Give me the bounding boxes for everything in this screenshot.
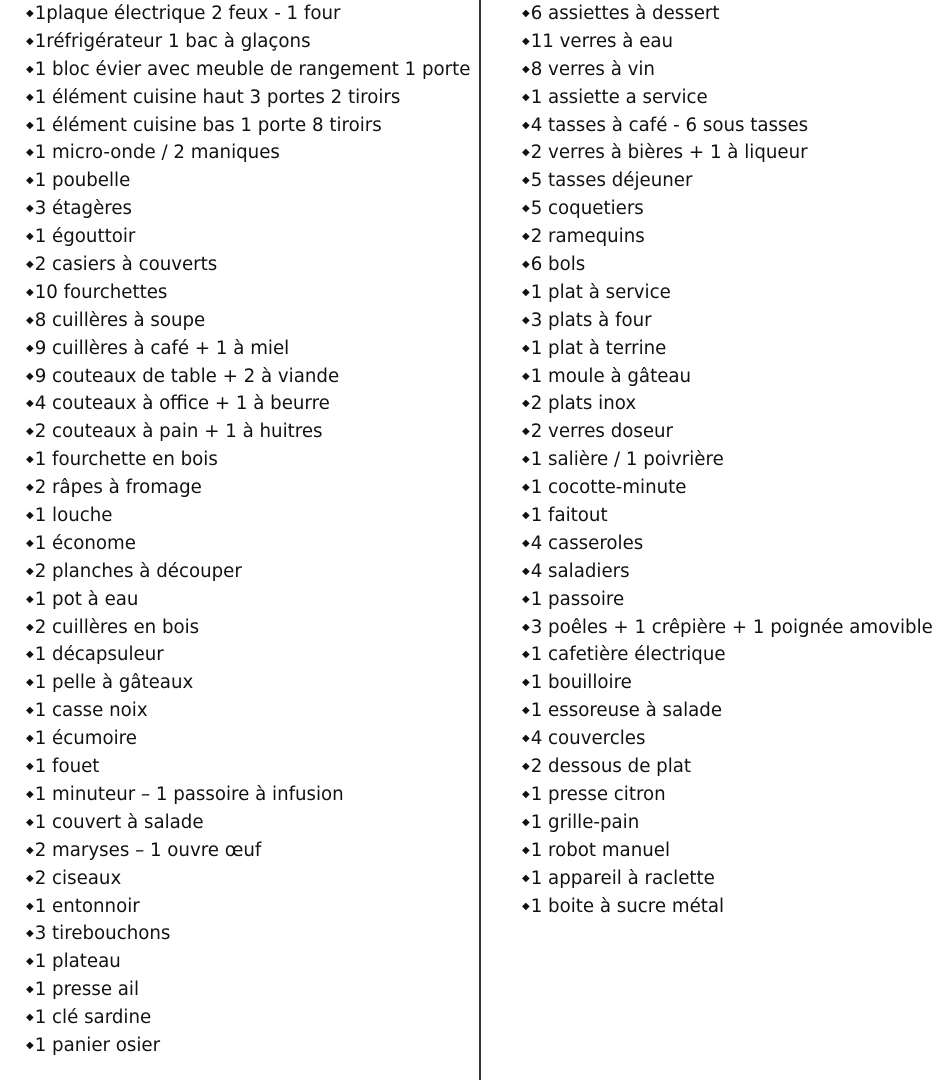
list-item: [26, 530, 478, 558]
list-item: [522, 586, 938, 614]
item-text: 4 saladiers: [530, 560, 630, 582]
item-text: 1 élément cuisine haut 3 portes 2 tiroirs: [34, 86, 401, 108]
bullet-diamond-icon: ◆: [26, 956, 34, 968]
item-text: 3 plats à four: [530, 309, 652, 331]
list-item: [26, 614, 478, 642]
bullet-diamond-icon: ◆: [522, 510, 530, 522]
bullet-diamond-icon: ◆: [26, 119, 34, 131]
bullet-diamond-icon: ◆: [522, 705, 530, 717]
bullet-diamond-icon: ◆: [522, 454, 530, 466]
bullet-diamond-icon: ◆: [522, 426, 530, 438]
item-text: 6 assiettes à dessert: [530, 3, 720, 24]
list-item: [26, 865, 478, 893]
list-item: [26, 363, 478, 391]
bullet-diamond-icon: ◆: [26, 1012, 34, 1024]
item-text: 8 verres à vin: [530, 58, 655, 80]
bullet-diamond-icon: ◆: [522, 286, 530, 298]
bullet-diamond-icon: ◆: [522, 175, 530, 187]
list-item: [522, 697, 938, 725]
list-item: [26, 753, 478, 781]
item-text: 1 casse noix: [34, 700, 148, 722]
item-text: 4 casseroles: [530, 532, 644, 554]
bullet-diamond-icon: ◆: [522, 314, 530, 326]
item-text: 2 planches à découper: [34, 560, 242, 582]
bullet-diamond-icon: ◆: [26, 231, 34, 243]
list-item: [522, 725, 938, 753]
item-text: 1 cafetière électrique: [530, 644, 726, 666]
item-text: 10 fourchettes: [34, 281, 168, 303]
list-item: [522, 195, 938, 223]
list-item: [522, 446, 938, 474]
list-item: [26, 139, 478, 167]
item-text: 2 casiers à couverts: [34, 254, 218, 276]
item-text: 1 panier osier: [34, 1034, 161, 1056]
bullet-diamond-icon: ◆: [26, 175, 34, 187]
list-item: [26, 948, 478, 976]
item-text: 1 presse ail: [34, 979, 140, 1001]
item-text: 1 robot manuel: [530, 839, 671, 861]
item-text: 1 cocotte-minute: [530, 477, 687, 499]
bullet-diamond-icon: ◆: [522, 147, 530, 159]
list-item: [26, 112, 478, 140]
list-item: [522, 335, 938, 363]
item-text: 1 fouet: [34, 756, 100, 778]
bullet-diamond-icon: ◆: [26, 900, 34, 912]
bullet-diamond-icon: ◆: [26, 286, 34, 298]
item-text: 1 passoire: [530, 588, 625, 610]
bullet-diamond-icon: ◆: [522, 8, 530, 19]
item-text: 1 salière / 1 poivrière: [530, 449, 724, 471]
bullet-diamond-icon: ◆: [522, 844, 530, 856]
item-text: 1 presse citron: [530, 783, 666, 805]
item-text: 1 couvert à salade: [34, 811, 204, 833]
bullet-diamond-icon: ◆: [26, 677, 34, 689]
item-text: 2 couteaux à pain + 1 à huitres: [34, 421, 323, 443]
item-text: 2 dessous de plat: [530, 756, 692, 778]
list-item: [26, 725, 478, 753]
bullet-diamond-icon: ◆: [26, 984, 34, 996]
item-text: 2 plats inox: [530, 393, 637, 415]
bullet-diamond-icon: ◆: [26, 426, 34, 438]
bullet-diamond-icon: ◆: [26, 259, 34, 271]
list-item: [522, 279, 938, 307]
list-item: [522, 809, 938, 837]
item-text: 1 entonnoir: [34, 895, 140, 917]
bullet-diamond-icon: ◆: [522, 370, 530, 382]
list-item: [522, 753, 938, 781]
bullet-diamond-icon: ◆: [26, 928, 34, 940]
item-text: 1 minuteur – 1 passoire à infusion: [34, 783, 344, 805]
item-text: 4 tasses à café - 6 sous tasses: [530, 114, 809, 136]
bullet-diamond-icon: ◆: [26, 621, 34, 633]
bullet-diamond-icon: ◆: [522, 91, 530, 103]
list-item: [522, 251, 938, 279]
list-item: [26, 0, 478, 28]
list-item: [26, 697, 478, 725]
bullet-diamond-icon: ◆: [26, 314, 34, 326]
list-item: [522, 223, 938, 251]
bullet-diamond-icon: ◆: [26, 872, 34, 884]
item-text: 1plaque électrique 2 feux - 1 four: [34, 3, 341, 24]
bullet-diamond-icon: ◆: [522, 621, 530, 633]
item-text: 2 ciseaux: [34, 867, 122, 889]
list-item: [522, 865, 938, 893]
item-text: 1 plat à terrine: [530, 337, 667, 359]
item-text: 1réfrigérateur 1 bac à glaçons: [34, 30, 311, 52]
list-item: [522, 307, 938, 335]
list-item: [26, 781, 478, 809]
item-text: 1 boite à sucre métal: [530, 895, 725, 917]
bullet-diamond-icon: ◆: [522, 733, 530, 745]
item-text: 11 verres à eau: [530, 30, 674, 52]
item-text: 4 couvercles: [530, 728, 646, 750]
bullet-diamond-icon: ◆: [522, 872, 530, 884]
bullet-diamond-icon: ◆: [522, 788, 530, 800]
bullet-diamond-icon: ◆: [26, 649, 34, 661]
bullet-diamond-icon: ◆: [26, 705, 34, 717]
item-text: 1 essoreuse à salade: [530, 700, 723, 722]
list-item: [26, 446, 478, 474]
bullet-diamond-icon: ◆: [26, 537, 34, 549]
column-divider: [479, 0, 481, 1080]
list-item: [26, 307, 478, 335]
item-text: 1 clé sardine: [34, 1007, 152, 1029]
item-text: 3 tirebouchons: [34, 923, 171, 945]
bullet-diamond-icon: ◆: [26, 91, 34, 103]
list-item: [522, 641, 938, 669]
list-item: [26, 586, 478, 614]
list-item: [26, 84, 478, 112]
item-text: 1 écumoire: [34, 728, 137, 750]
list-item: [26, 390, 478, 418]
bullet-diamond-icon: ◆: [26, 398, 34, 410]
bullet-diamond-icon: ◆: [26, 370, 34, 382]
item-text: 5 coquetiers: [530, 198, 644, 220]
item-text: 1 appareil à raclette: [530, 867, 715, 889]
bullet-diamond-icon: ◆: [522, 63, 530, 75]
bullet-diamond-icon: ◆: [522, 593, 530, 605]
list-item: [26, 558, 478, 586]
list-item: [26, 893, 478, 921]
bullet-diamond-icon: ◆: [26, 147, 34, 159]
item-text: 1 louche: [34, 505, 113, 527]
item-text: 3 poêles + 1 crêpière + 1 poignée amovible: [530, 616, 933, 638]
bullet-diamond-icon: ◆: [26, 565, 34, 577]
item-text: 5 tasses déjeuner: [530, 170, 693, 192]
item-text: 1 économe: [34, 532, 136, 554]
list-item: [26, 223, 478, 251]
item-text: 4 couteaux à office + 1 à beurre: [34, 393, 330, 415]
bullet-diamond-icon: ◆: [26, 844, 34, 856]
list-item: [522, 84, 938, 112]
bullet-diamond-icon: ◆: [522, 35, 530, 47]
bullet-diamond-icon: ◆: [26, 788, 34, 800]
item-text: 1 plat à service: [530, 281, 671, 303]
bullet-diamond-icon: ◆: [26, 482, 34, 494]
bullet-diamond-icon: ◆: [26, 35, 34, 47]
bullet-diamond-icon: ◆: [522, 259, 530, 271]
right-item-list: [522, 0, 938, 920]
bullet-diamond-icon: ◆: [522, 900, 530, 912]
list-item: [522, 139, 938, 167]
bullet-diamond-icon: ◆: [522, 119, 530, 131]
item-text: 9 cuillères à café + 1 à miel: [34, 337, 290, 359]
bullet-diamond-icon: ◆: [522, 761, 530, 773]
list-item: [26, 502, 478, 530]
list-item: [26, 1032, 478, 1060]
item-text: 1 élément cuisine bas 1 porte 8 tiroirs: [34, 114, 382, 136]
list-item: [26, 335, 478, 363]
list-item: [522, 167, 938, 195]
bullet-diamond-icon: ◆: [522, 342, 530, 354]
list-item: [522, 28, 938, 56]
item-text: 1 égouttoir: [34, 226, 136, 248]
bullet-diamond-icon: ◆: [26, 733, 34, 745]
list-item: [522, 893, 938, 921]
item-text: 6 bols: [530, 254, 586, 276]
list-item: [26, 167, 478, 195]
list-item: [26, 809, 478, 837]
list-item: [522, 363, 938, 391]
bullet-diamond-icon: ◆: [522, 649, 530, 661]
bullet-diamond-icon: ◆: [26, 454, 34, 466]
item-text: 1 micro-onde / 2 maniques: [34, 142, 280, 164]
list-item: [26, 837, 478, 865]
list-item: [26, 279, 478, 307]
list-item: [26, 1004, 478, 1032]
bullet-diamond-icon: ◆: [26, 342, 34, 354]
bullet-diamond-icon: ◆: [26, 593, 34, 605]
item-text: 1 bloc évier avec meuble de rangement 1 porte: [34, 58, 471, 80]
list-item: [26, 920, 478, 948]
bullet-diamond-icon: ◆: [26, 63, 34, 75]
bullet-diamond-icon: ◆: [522, 677, 530, 689]
list-item: [522, 502, 938, 530]
list-item: [522, 837, 938, 865]
item-text: 8 cuillères à soupe: [34, 309, 206, 331]
bullet-diamond-icon: ◆: [26, 510, 34, 522]
list-item: [522, 530, 938, 558]
list-item: [26, 251, 478, 279]
item-text: 2 verres à bières + 1 à liqueur: [530, 142, 808, 164]
bullet-diamond-icon: ◆: [522, 231, 530, 243]
list-item: [26, 418, 478, 446]
item-text: 1 pot à eau: [34, 588, 139, 610]
list-item: [522, 474, 938, 502]
list-item: [522, 56, 938, 84]
bullet-diamond-icon: ◆: [522, 398, 530, 410]
bullet-diamond-icon: ◆: [522, 565, 530, 577]
list-item: [522, 0, 938, 28]
item-text: 1 pelle à gâteaux: [34, 672, 194, 694]
item-text: 2 ramequins: [530, 226, 645, 248]
item-text: 2 verres doseur: [530, 421, 674, 443]
item-text: 1 fourchette en bois: [34, 449, 218, 471]
list-item: [522, 781, 938, 809]
item-text: 1 grille-pain: [530, 811, 640, 833]
bullet-diamond-icon: ◆: [26, 761, 34, 773]
list-item: [522, 669, 938, 697]
bullet-diamond-icon: ◆: [26, 816, 34, 828]
bullet-diamond-icon: ◆: [522, 537, 530, 549]
item-text: 2 râpes à fromage: [34, 477, 202, 499]
item-text: 2 cuillères en bois: [34, 616, 200, 638]
list-item: [522, 112, 938, 140]
item-text: 1 plateau: [34, 951, 121, 973]
list-item: [522, 558, 938, 586]
list-item: [522, 418, 938, 446]
list-item: [522, 614, 938, 642]
list-item: [26, 641, 478, 669]
item-text: 1 décapsuleur: [34, 644, 164, 666]
list-item: [26, 976, 478, 1004]
item-text: 1 assiette a service: [530, 86, 708, 108]
item-text: 9 couteaux de table + 2 à viande: [34, 365, 340, 387]
item-text: 1 bouilloire: [530, 672, 632, 694]
left-item-list: [26, 0, 478, 1060]
bullet-diamond-icon: ◆: [26, 8, 34, 19]
list-item: [522, 390, 938, 418]
bullet-diamond-icon: ◆: [522, 203, 530, 215]
list-item: [26, 669, 478, 697]
list-item: [26, 56, 478, 84]
item-text: 1 faitout: [530, 505, 608, 527]
bullet-diamond-icon: ◆: [26, 1039, 34, 1051]
bullet-diamond-icon: ◆: [26, 203, 34, 215]
item-text: 3 étagères: [34, 198, 132, 220]
bullet-diamond-icon: ◆: [522, 816, 530, 828]
bullet-diamond-icon: ◆: [522, 482, 530, 494]
item-text: 2 maryses – 1 ouvre œuf: [34, 839, 262, 861]
item-text: 1 moule à gâteau: [530, 365, 692, 387]
list-item: [26, 474, 478, 502]
list-item: [26, 28, 478, 56]
list-item: [26, 195, 478, 223]
item-text: 1 poubelle: [34, 170, 131, 192]
